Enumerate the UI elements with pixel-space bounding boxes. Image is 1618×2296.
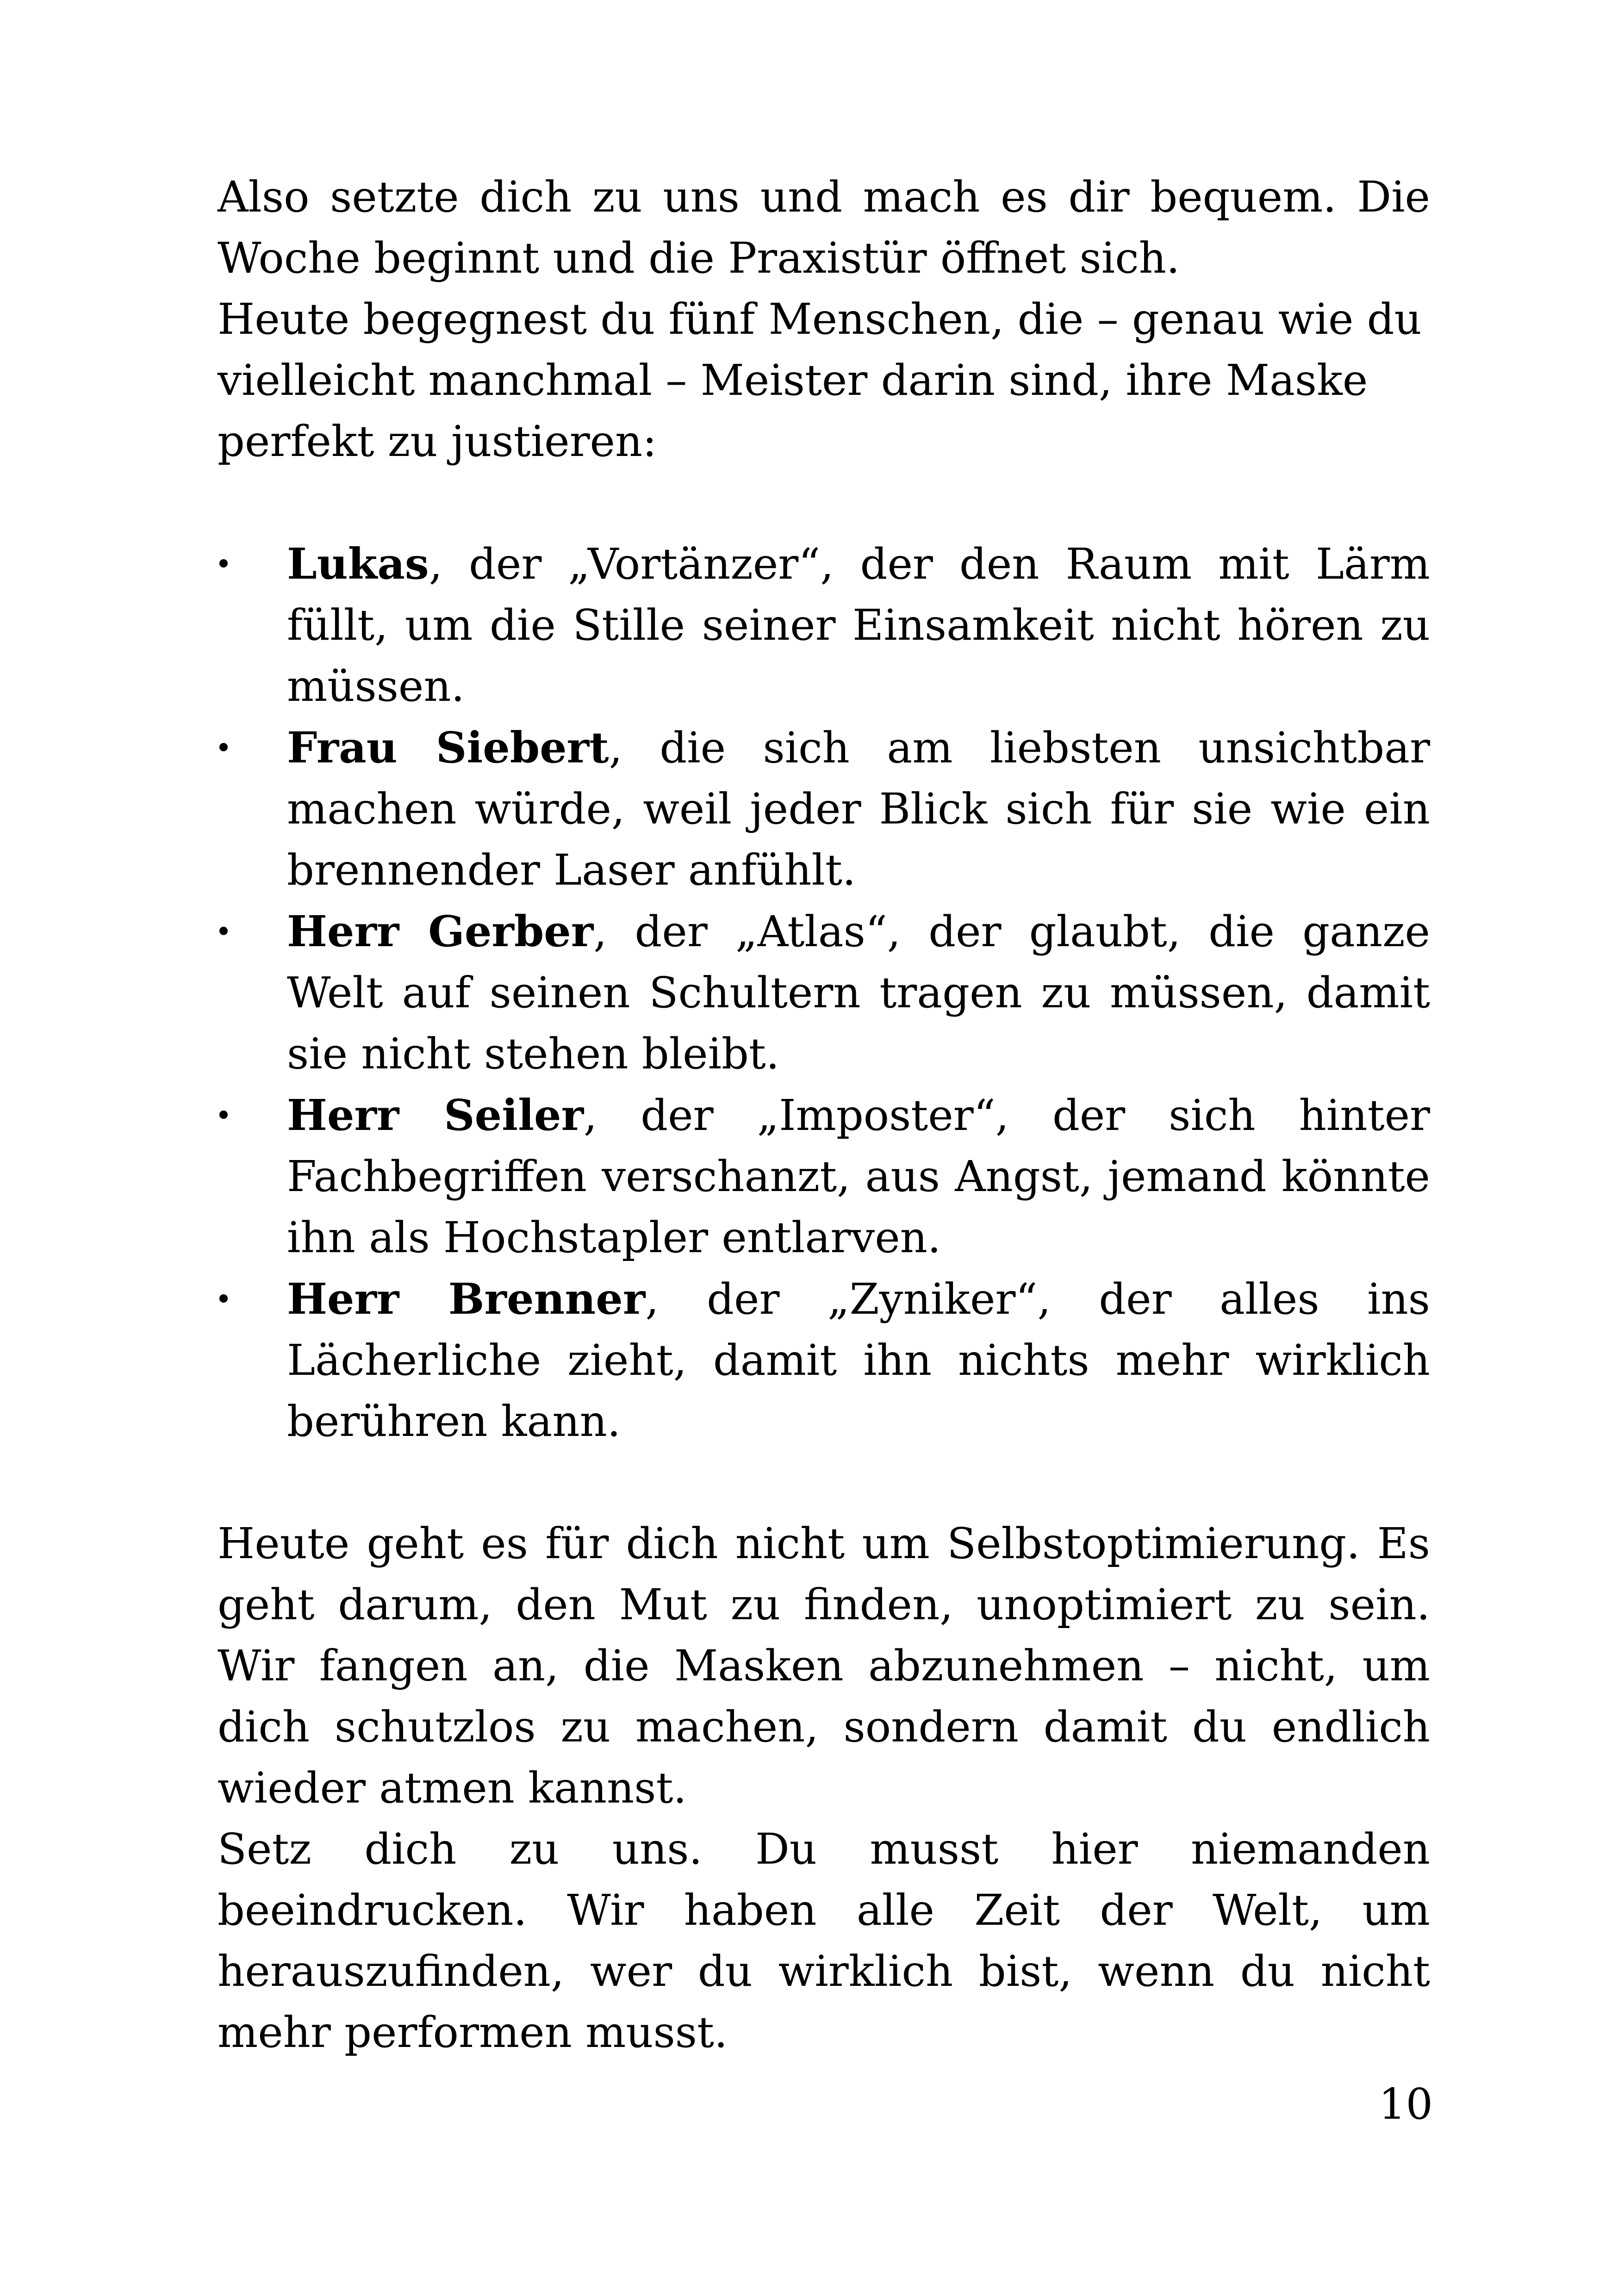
person-name: Frau Siebert: [287, 723, 609, 773]
page-body: [218, 167, 1430, 2063]
person-description: , der „Imposter“, der sich hinter Fachbegriffen verschanzt, aus Angst, jemand könnte ihn als Hochstapler entlarven.: [287, 1091, 1430, 1262]
spacer: [218, 472, 1430, 533]
spacer: [218, 1452, 1430, 1513]
closing-paragraph-2: Setz dich zu uns. Du musst hier niemanden beeindrucken. Wir haben alle Zeit der Welt, um herauszufinden, wer du wirklich bist, wenn du nicht mehr performen musst.: [218, 1824, 1430, 2057]
page-number: 10: [1378, 2079, 1433, 2129]
intro-paragraph-2: Heute begegnest du fünf Menschen, die – genau wie du vielleicht manchmal – Meister darin sind, ihre Maske perfekt zu justieren:: [218, 294, 1422, 466]
person-name: Herr Gerber: [287, 906, 594, 956]
list-item: [218, 901, 1430, 1085]
person-description: , der „Vortänzer“, der den Raum mit Lärm füllt, um die Stille seiner Einsamkeit nicht hören zu müssen.: [287, 539, 1430, 711]
list-item: [218, 717, 1430, 901]
person-description: , die sich am liebsten unsichtbar machen würde, weil jeder Blick sich für sie wie ein brennender Laser anfühlt.: [287, 723, 1430, 895]
list-item: [218, 533, 1430, 717]
closing-paragraph-1: Heute geht es für dich nicht um Selbstoptimierung. Es geht darum, den Mut zu finden, unoptimiert zu sein. Wir fangen an, die Masken abzunehmen – nicht, um dich schutzlos zu machen, sondern damit du endlich wieder atmen kannst.: [218, 1519, 1430, 1813]
person-description: , der „Atlas“, der glaubt, die ganze Welt auf seinen Schultern tragen zu müssen, damit sie nicht stehen bleibt.: [287, 907, 1430, 1079]
person-name: Lukas: [287, 539, 429, 589]
list-item: [218, 1268, 1430, 1452]
people-list: [218, 533, 1430, 1452]
person-name: Herr Seiler: [287, 1090, 584, 1140]
list-item: [218, 1085, 1430, 1268]
intro-paragraph-1: Also setzte dich zu uns und mach es dir bequem. Die Woche beginnt und die Praxistür öffnet sich.: [218, 172, 1430, 283]
person-name: Herr Brenner: [287, 1274, 646, 1324]
person-description: , der „Zyniker“, der alles ins Lächerliche zieht, damit ihn nichts mehr wirklich berühren kann.: [287, 1274, 1430, 1446]
